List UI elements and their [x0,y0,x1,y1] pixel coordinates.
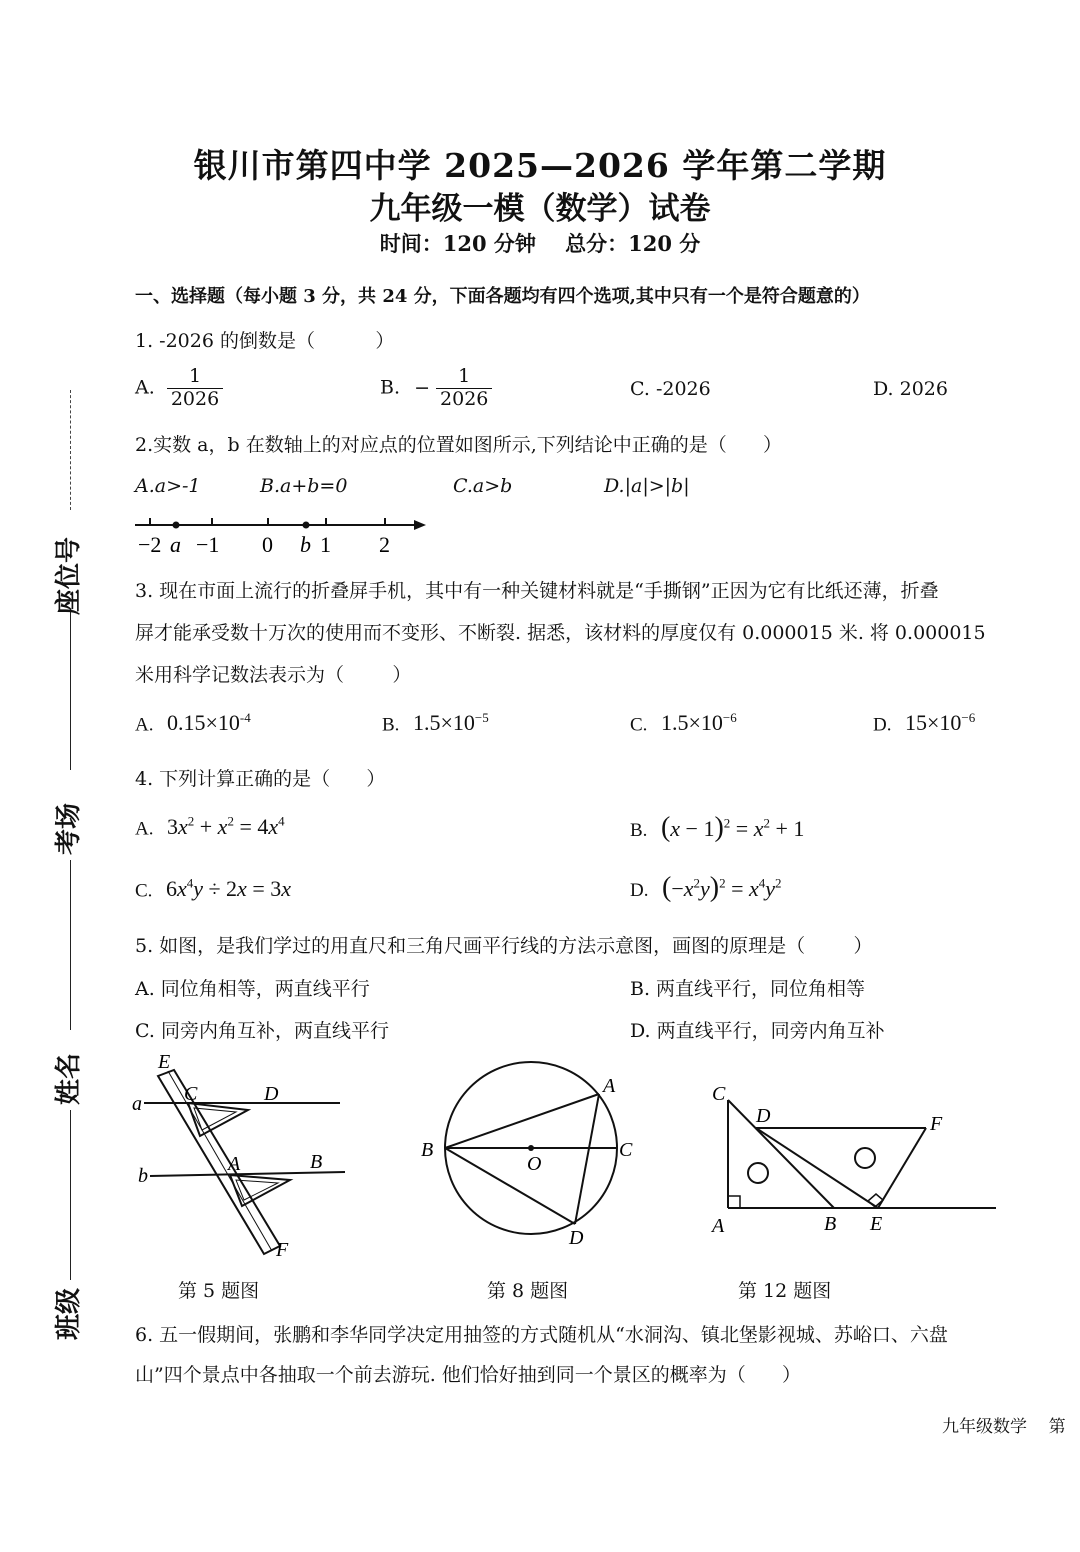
q4-option-c [135,876,291,902]
q4-stem: 4. 下列计算正确的是（ ） [135,768,386,790]
q4-a-expression: $3x^2 + x^2 = 4x^4$ [166,814,285,840]
q3-a-exponent: -4 [239,710,251,725]
q2-option-b: B.a+b=0 [260,475,348,497]
q5-option-a: A. 同位角相等，两直线平行 [135,978,370,1000]
q1-b-numerator: 1 [436,366,492,389]
q3-a-label: A. [135,714,154,736]
q3-d-base: 15×10 [904,710,962,736]
q3-c-exponent: −6 [722,710,737,725]
q4-b-expression: $(x - 1)^2 = x^2 + 1$ [660,812,805,843]
fig12-label-E: E [870,1213,883,1235]
q4-option-d [630,872,782,904]
exam-room-label: 考场 [54,802,84,855]
fig12-label-D: D [756,1105,771,1127]
nl-label-a: a [170,532,181,557]
q4-a-label: A. [135,818,154,840]
exam-room-line [70,860,71,1030]
binding-dash-line [70,390,71,510]
q2-option-d: D.|a|>|b| [604,475,690,497]
q5-stem: 5. 如图，是我们学过的用直尺和三角尺画平行线的方法示意图，画图的原理是（ ） [135,935,873,957]
q3-b-base: 1.5×10 [412,710,475,736]
nl-label-neg1: −1 [196,532,220,557]
seat-number-label: 座位号 [54,536,84,615]
fig8-label-B: B [421,1139,434,1161]
nl-label-neg2: −2 [138,532,162,557]
figure-5 [130,1048,360,1263]
nl-label-1: 1 [320,532,331,557]
fig8-label-C: C [619,1139,633,1161]
fig5-label-a: a [132,1093,142,1115]
q6-line2: 山”四个景点中各抽取一个前去游玩. 他们恰好抽到同一个景区的概率为（ ） [135,1364,802,1386]
q3-d-exponent: −6 [961,710,976,725]
section1-heading: 一、选择题（每小题 3 分，共 24 分，下面各题均有四个选项,其中只有一个是符合题意的） [135,286,870,307]
q4-d-expression: $(-x^2y)^2 = x^4y^2$ [661,872,782,903]
student-name-label: 姓名 [54,1052,84,1105]
q5-option-c: C. 同旁内角互补，两直线平行 [135,1020,389,1042]
nl-label-b: b [300,532,311,557]
q3-c-base: 1.5×10 [660,710,723,736]
q3-option-a [135,710,251,736]
q5-option-b: B. 两直线平行，同位角相等 [630,978,866,1000]
fig12-label-C: C [712,1083,726,1105]
q3-option-d [873,710,975,736]
q1-option-b [380,366,492,411]
q2-number-line [130,508,440,558]
q1-b-fraction [436,366,492,411]
page-footer: 九年级数学 第 [942,1417,1066,1437]
nl-label-2: 2 [379,532,390,557]
q5-option-d: D. 两直线平行，同旁内角互补 [630,1020,885,1042]
q3-line1: 3. 现在市面上流行的折叠屏手机，其中有一种关键材料就是“手撕钢”正因为它有比纸还薄，折叠 [135,580,939,602]
fig8-label-O: O [527,1153,542,1175]
q1-a-label: A. [135,376,155,399]
q4-option-a [135,814,285,840]
exam-title-line1: 银川市第四中学 2025—2026 学年第二学期 [193,146,887,185]
q1-a-fraction [167,366,223,411]
class-label: 班级 [54,1287,84,1340]
fig8-caption: 第 8 题图 [487,1280,569,1302]
figure-8 [415,1060,645,1255]
q2-option-c: C.a>b [453,475,513,497]
q4-d-label: D. [630,880,649,901]
q1-b-denominator: 2026 [440,387,489,410]
q1-stem: 1. -2026 的倒数是（ ） [135,330,395,352]
fig5-label-b: b [138,1165,148,1187]
fig8-label-D: D [569,1227,584,1249]
q1-b-label: B. [380,376,401,399]
q3-b-label: B. [382,714,400,736]
name-line [70,1110,71,1280]
q4-option-b [630,812,804,844]
q1-a-numerator: 1 [167,366,223,389]
seat-number-line [70,610,71,770]
q4-c-expression: $6x^4y \div 2x = 3x$ [165,876,291,902]
q3-b-exponent: −5 [474,710,489,725]
q3-line2: 屏才能承受数十万次的使用而不变形、不断裂. 据悉，该材料的厚度仅有 0.000015 米. 将 0.000015 [135,622,986,644]
q2-stem: 2.实数 a，b 在数轴上的对应点的位置如图所示,下列结论中正确的是（ ） [135,434,782,456]
fig12-caption: 第 12 题图 [738,1280,832,1302]
q4-b-label: B. [630,820,648,841]
q2-option-a: A.a>-1 [135,475,201,497]
q3-option-c [630,710,737,736]
q3-d-label: D. [873,714,892,736]
fig12-label-B: B [824,1213,837,1235]
exam-time-info: 时间：120 分钟 总分：120 分 [379,231,701,256]
q3-option-b [382,710,489,736]
fig12-label-F: F [930,1113,943,1135]
exam-title-line2: 九年级一模（数学）试卷 [369,191,711,227]
fig5-label-B: B [310,1151,323,1173]
fig8-label-A: A [603,1075,616,1097]
fig5-label-D: D [264,1083,279,1105]
q3-line3: 米用科学记数法表示为（ ） [135,664,412,686]
q3-a-base: 0.15×10 [166,710,240,736]
fig5-label-C: C [184,1083,198,1105]
q1-option-c: C. -2026 [630,378,711,400]
q1-a-denominator: 2026 [170,387,220,410]
q4-c-label: C. [135,880,153,902]
figure-12 [700,1070,1000,1240]
q1-option-d: D. 2026 [873,378,948,400]
fig5-label-F: F [276,1239,289,1261]
q6-line1: 6. 五一假期间，张鹏和李华同学决定用抽签的方式随机从“水洞沟、镇北堡影视城、苏峪口、六盘 [135,1324,948,1346]
q1-option-a [135,366,223,411]
fig12-label-A: A [712,1215,725,1237]
fig5-caption: 第 5 题图 [178,1280,260,1302]
nl-label-0: 0 [262,532,273,557]
fig5-label-E: E [158,1051,171,1073]
q3-c-label: C. [630,714,648,736]
fig5-label-A: A [228,1153,241,1175]
q1-b-sign: − [414,377,430,400]
